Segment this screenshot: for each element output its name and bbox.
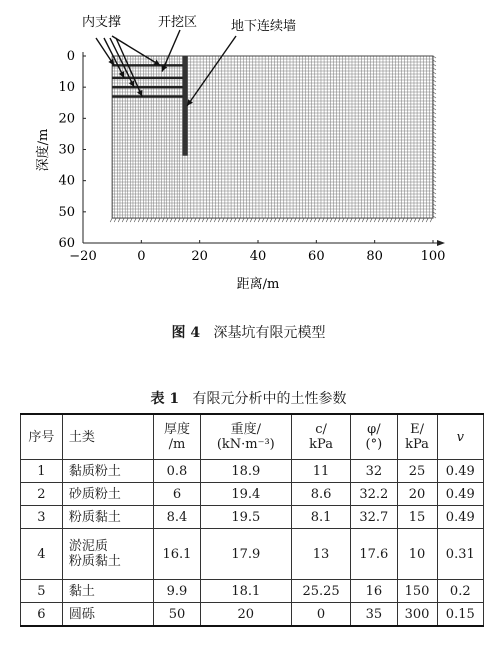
table-row — [21, 529, 484, 580]
boundary-tick — [142, 218, 144, 222]
boundary-tick — [154, 218, 156, 222]
column-header — [200, 414, 291, 460]
table-cell: 4 — [21, 529, 63, 580]
y-tick-label: 50 — [58, 204, 75, 220]
y-axis-label: 深度/m — [36, 128, 51, 172]
table-cell: 8.6 — [291, 483, 350, 506]
table-caption-text: 有限元分析中的土性参数 — [192, 391, 347, 407]
table-cell: 16 — [351, 580, 397, 603]
annotation-excavation: 开挖区 — [158, 15, 198, 30]
column-header-text: 厚度 — [163, 422, 190, 437]
boundary-tick — [278, 218, 280, 222]
boundary-tick — [314, 218, 316, 222]
boundary-tick — [158, 218, 160, 222]
boundary-tick — [126, 218, 128, 222]
boundary-tick — [390, 218, 392, 222]
boundary-tick — [186, 218, 188, 222]
figure-caption-label: 图 4 — [171, 325, 201, 341]
table-row — [21, 460, 484, 483]
boundary-tick — [166, 218, 168, 222]
table-cell: 0.49 — [437, 483, 483, 506]
boundary-tick — [410, 218, 412, 222]
boundary-tick — [310, 218, 312, 222]
boundary-tick — [378, 218, 380, 222]
boundary-tick — [342, 218, 344, 222]
boundary-tick — [190, 218, 192, 222]
table-cell: 20 — [200, 603, 291, 627]
table-cell: 10 — [397, 529, 437, 580]
y-tick-label: 20 — [58, 111, 75, 127]
boundary-tick — [242, 218, 244, 222]
table-cell: 0.2 — [437, 580, 483, 603]
table-cell: 0.8 — [154, 460, 200, 483]
table-cell: 2 — [21, 483, 63, 506]
boundary-tick — [330, 218, 332, 222]
table-row — [21, 580, 484, 603]
x-tick-label: 20 — [191, 249, 208, 264]
table-cell: 淤泥质 粉质黏土 — [62, 529, 153, 580]
boundary-tick — [150, 218, 152, 222]
boundary-tick — [418, 218, 420, 222]
column-header — [291, 414, 350, 460]
boundary-tick — [290, 218, 292, 222]
figure-caption-text: 深基坑有限元模型 — [213, 325, 326, 341]
boundary-tick — [382, 218, 384, 222]
boundary-tick — [206, 218, 208, 222]
boundary-tick — [334, 218, 336, 222]
y-tick-label: 0 — [66, 49, 75, 64]
y-tick-label: 30 — [58, 142, 75, 158]
boundary-tick — [298, 218, 300, 222]
boundary-tick — [178, 218, 180, 222]
boundary-tick — [322, 218, 324, 222]
boundary-tick — [386, 218, 388, 222]
table-cell: 16.1 — [154, 529, 200, 580]
annotation-arrowhead — [187, 99, 193, 106]
fem-mesh — [110, 56, 436, 222]
boundary-tick — [394, 218, 396, 222]
boundary-tick — [134, 218, 136, 222]
column-header — [62, 414, 153, 460]
boundary-tick — [118, 218, 120, 222]
boundary-tick — [374, 218, 376, 222]
x-tick-label: −20 — [69, 249, 97, 264]
x-tick-label: 40 — [249, 249, 267, 264]
x-tick-label: 60 — [308, 249, 325, 264]
y-tick-label: 60 — [58, 236, 75, 251]
boundary-tick — [222, 218, 224, 222]
boundary-tick — [370, 218, 372, 222]
boundary-tick — [294, 218, 296, 222]
boundary-tick — [138, 218, 140, 222]
column-header — [351, 414, 397, 460]
table-cell: 0 — [291, 603, 350, 627]
boundary-tick — [430, 218, 432, 222]
table-body — [21, 460, 484, 627]
y-tick-label: 40 — [58, 173, 75, 189]
boundary-tick — [210, 218, 212, 222]
annotation-wall: 地下连续墙 — [231, 19, 297, 34]
annotation-support: 内支撑 — [82, 15, 122, 30]
boundary-tick — [346, 218, 348, 222]
table-cell: 圆砾 — [62, 603, 153, 627]
boundary-tick — [198, 218, 200, 222]
boundary-tick — [270, 218, 272, 222]
y-tick-label: 10 — [58, 80, 75, 96]
x-axis-arrow — [437, 240, 445, 246]
table-caption-label: 表 1 — [150, 391, 180, 407]
column-header-text: 土类 — [68, 429, 95, 445]
boundary-tick — [282, 218, 284, 222]
table-cell: 17.9 — [200, 529, 291, 580]
table-cell: 35 — [351, 603, 397, 627]
table-cell: 8.4 — [154, 506, 200, 529]
annotation-arrowhead — [108, 59, 114, 66]
column-header-text: 重度/ — [230, 422, 261, 437]
table-cell: 0.49 — [437, 506, 483, 529]
table-cell: 粉质黏土 — [62, 506, 153, 529]
diaphragm-wall — [183, 56, 188, 156]
table-cell: 150 — [397, 580, 437, 603]
boundary-tick — [174, 218, 176, 222]
boundary-tick — [426, 218, 428, 222]
soil-parameters-table — [20, 413, 484, 627]
table-cell: 0.49 — [437, 460, 483, 483]
table-header-row — [21, 414, 484, 460]
boundary-tick — [422, 218, 424, 222]
x-tick-label: 80 — [366, 249, 383, 264]
column-header — [397, 414, 437, 460]
column-header-text: kPa — [309, 437, 333, 452]
boundary-tick — [326, 218, 328, 222]
figure-caption — [0, 322, 497, 342]
boundary-tick — [214, 218, 216, 222]
boundary-tick — [182, 218, 184, 222]
boundary-tick — [246, 218, 248, 222]
column-header-text: (°) — [365, 437, 383, 452]
boundary-tick — [218, 218, 220, 222]
tick-labels — [58, 49, 445, 264]
column-header-text: (kN·m⁻³) — [216, 437, 275, 452]
table-cell: 11 — [291, 460, 350, 483]
x-tick-label: 0 — [137, 249, 146, 264]
boundary-tick — [366, 218, 368, 222]
column-header-text: c/ — [315, 422, 327, 437]
boundary-tick — [170, 218, 172, 222]
table-cell: 25.25 — [291, 580, 350, 603]
table-cell: 18.9 — [200, 460, 291, 483]
column-header — [437, 414, 483, 460]
boundary-tick — [338, 218, 340, 222]
boundary-tick — [238, 218, 240, 222]
table-row — [21, 603, 484, 627]
table-cell: 9.9 — [154, 580, 200, 603]
boundary-tick — [354, 218, 356, 222]
x-axis-label: 距离/m — [236, 277, 280, 292]
boundary-tick — [226, 218, 228, 222]
column-header-text: v — [456, 429, 464, 445]
boundary-tick — [194, 218, 196, 222]
boundary-tick — [398, 218, 400, 222]
annotation-arrow-line — [104, 38, 124, 78]
table-cell: 黏土 — [62, 580, 153, 603]
table-cell: 17.6 — [351, 529, 397, 580]
boundary-tick — [302, 218, 304, 222]
fem-model-figure — [0, 0, 497, 300]
table-cell: 18.1 — [200, 580, 291, 603]
table-cell: 0.15 — [437, 603, 483, 627]
column-header — [21, 414, 63, 460]
boundary-tick — [362, 218, 364, 222]
x-tick-label: 100 — [420, 249, 446, 264]
column-header — [154, 414, 200, 460]
table-cell: 19.4 — [200, 483, 291, 506]
table-cell: 20 — [397, 483, 437, 506]
table-cell: 13 — [291, 529, 350, 580]
boundary-tick — [274, 218, 276, 222]
boundary-tick — [266, 218, 268, 222]
table-cell: 50 — [154, 603, 200, 627]
boundary-tick — [286, 218, 288, 222]
boundary-tick — [202, 218, 204, 222]
table-cell: 32.7 — [351, 506, 397, 529]
boundary-tick — [402, 218, 404, 222]
column-header-text: φ/ — [367, 422, 381, 437]
boundary-tick — [306, 218, 308, 222]
boundary-tick — [114, 218, 116, 222]
column-header-text: /m — [168, 437, 186, 452]
boundary-tick — [110, 218, 112, 222]
annotation-arrow-line — [112, 36, 160, 65]
boundary-tick — [130, 218, 132, 222]
boundary-tick — [318, 218, 320, 222]
table-cell: 25 — [397, 460, 437, 483]
table-row — [21, 483, 484, 506]
table-cell: 5 — [21, 580, 63, 603]
boundary-tick — [414, 218, 416, 222]
table-cell: 6 — [154, 483, 200, 506]
table-cell: 300 — [397, 603, 437, 627]
table-cell: 32 — [351, 460, 397, 483]
boundary-tick — [122, 218, 124, 222]
boundary-tick — [146, 218, 148, 222]
column-header-text: kPa — [405, 437, 429, 452]
boundary-tick — [230, 218, 232, 222]
table-cell: 黏质粉土 — [62, 460, 153, 483]
boundary-tick — [254, 218, 256, 222]
boundary-tick — [258, 218, 260, 222]
table-cell: 1 — [21, 460, 63, 483]
support-strut — [112, 95, 185, 97]
table-cell: 3 — [21, 506, 63, 529]
table-row — [21, 506, 484, 529]
table-caption — [0, 388, 497, 408]
boundary-tick — [234, 218, 236, 222]
boundary-tick — [262, 218, 264, 222]
table-cell: 砂质粉土 — [62, 483, 153, 506]
table-cell: 6 — [21, 603, 63, 627]
table-cell: 8.1 — [291, 506, 350, 529]
support-strut — [112, 86, 185, 88]
boundary-tick — [406, 218, 408, 222]
boundary-tick — [350, 218, 352, 222]
boundary-tick — [358, 218, 360, 222]
table-cell: 32.2 — [351, 483, 397, 506]
table-cell: 19.5 — [200, 506, 291, 529]
table-cell: 0.31 — [437, 529, 483, 580]
column-header-text: E/ — [410, 422, 424, 437]
boundary-tick — [250, 218, 252, 222]
boundary-tick — [162, 218, 164, 222]
column-header-text: 序号 — [28, 429, 55, 445]
table-cell: 15 — [397, 506, 437, 529]
